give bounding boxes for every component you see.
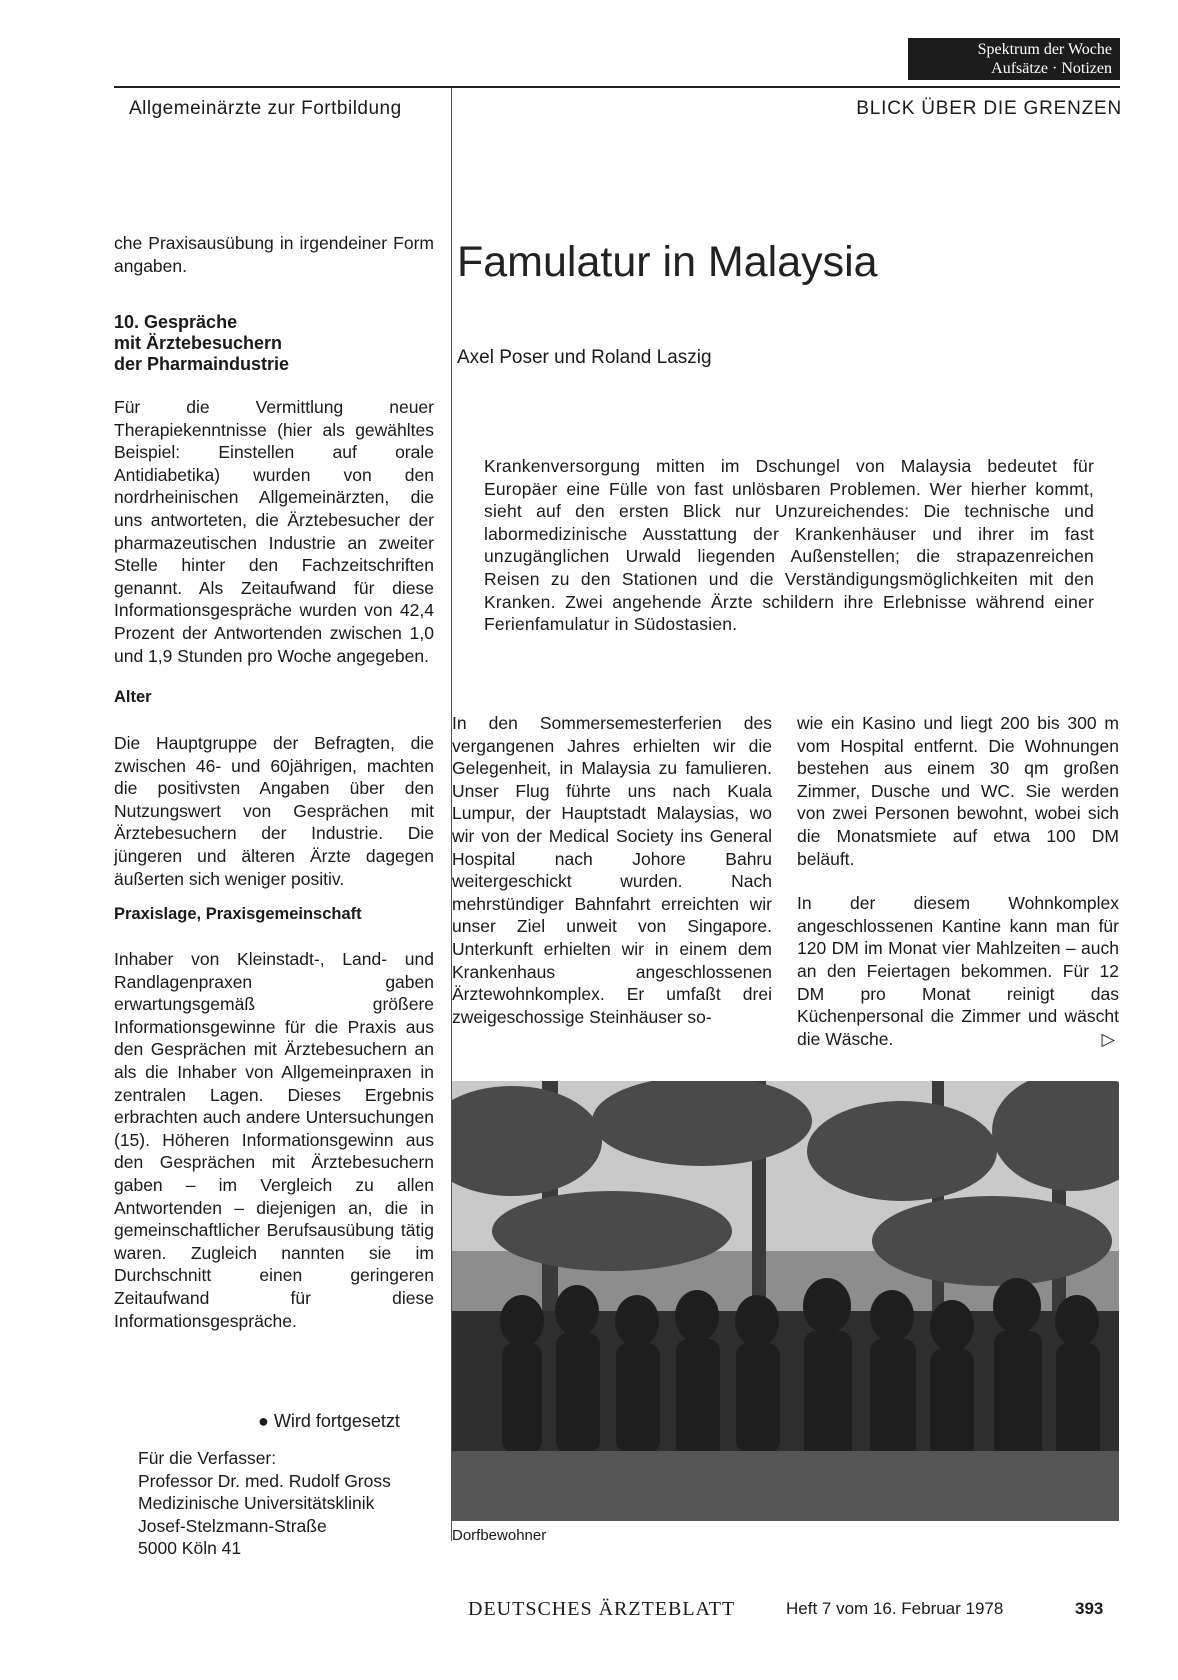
page-number: 393 bbox=[1075, 1599, 1104, 1618]
body-paragraph-text: In der diesem Wohnkomplex angeschlossenen Kantine kann man für 120 DM im Monat vier Mahlzeiten – auch an den Feiertagen bekommen. Für 12 DM pro Monat reinigt das Küchenpersonal die Zimmer und wäscht die Wäsche. bbox=[797, 893, 1119, 1049]
photo-caption: Dorfbewohner bbox=[452, 1527, 547, 1544]
praxis-heading: Praxislage, Praxisgemeinschaft bbox=[114, 905, 362, 923]
address-line: 5000 Köln 41 bbox=[138, 1538, 242, 1559]
article-lead: Krankenversorgung mitten im Dschungel von Malaysia bedeutet für Europäer eine Fülle von fast unlösbaren Problemen. Wer hierher kommt, sieht auf den ersten Blick nur Unzureichendes: Die technische und labormedizinische Ausstattung der Krankenhäuser und ihrer im fast unzugänglichen Urwald liegenden Außenstellen; die strapazenreichen Reisen zu den Stationen und die Verständigungsmöglichkeiten mit den Kranken. Zwei angehende Ärzte schildern ihre Erlebnisse während einer Ferienfamulatur in Südostasien. bbox=[484, 456, 1094, 635]
address-line: Medizinische Universitätsklinik bbox=[138, 1493, 375, 1514]
badge-line2: Aufsätze · Notizen bbox=[991, 60, 1112, 77]
section10-text: Für die Vermittlung neuer Therapiekenntnisse (hier als gewähltes Beispiel: Einstellen auf orale Antidiabetika) wurden von den nordrheinischen Allgemeinärzten, die uns antworteten, die Ärztebesucher der pharmazeutischen Industrie an zweiter Stelle hinter den Fachzeitschriften genannt. Als Zeitaufwand für diese Informationsgespräche wurden von 42,4 Prozent der Antwortenden zwischen 1,0 und 1,9 Stunden pro Woche angegeben. bbox=[114, 397, 434, 666]
issue-info: Heft 7 vom 16. Februar 1978 bbox=[786, 1599, 1004, 1618]
address-line: Professor Dr. med. Rudolf Gross bbox=[138, 1470, 391, 1491]
right-running-title: BLICK ÜBER DIE GRENZEN bbox=[856, 98, 1122, 119]
continued-note: ● Wird fortgesetzt bbox=[258, 1411, 400, 1431]
address-line: Josef-Stelzmann-Straße bbox=[138, 1515, 327, 1536]
continue-arrow-icon: ▷ bbox=[1101, 1028, 1115, 1049]
village-photo-graphic bbox=[452, 1081, 1119, 1521]
article-body-col1: In den Sommersemesterferien des vergangenen Jahres erhielten wir die Gelegenheit, in Malaysia zu famulieren. Unser Flug führte uns nach Kuala Lumpur, der Hauptstadt Malaysias, wo wir von der Medical Society ins General Hospital nach Johore Bahru weitergeschickt wurden. Nach mehrstündiger Bahnfahrt erreichten wir unser Ziel unweit von Singapore. Unterkunft erhielten wir in einem dem Krankenhaus angeschlossenen Ärztewohnkomplex. Er umfaßt drei zweigeschossige Steinhäuser so- bbox=[452, 713, 772, 1027]
author-address bbox=[138, 1447, 391, 1560]
body-paragraph bbox=[797, 892, 1119, 1050]
village-photo bbox=[452, 1081, 1119, 1521]
magazine-name: DEUTSCHES ÄRZTEBLATT bbox=[468, 1598, 736, 1620]
article-title: Famulatur in Malaysia bbox=[457, 238, 878, 286]
body-paragraph: wie ein Kasino und liegt 200 bis 300 m vom Hospital entfernt. Die Wohnungen bestehen aus einem 30 qm großen Zimmer, Dusche und WC. Sie werden von zwei Personen bewohnt, wobei sich die Monatsmiete auf etwa 100 DM beläuft. bbox=[797, 713, 1119, 869]
address-label: Für die Verfasser: bbox=[138, 1448, 277, 1468]
section-badge bbox=[908, 38, 1120, 80]
left-intro-text: che Praxisausübung in irgendeiner Form angaben. bbox=[114, 233, 434, 276]
badge-line1: Spektrum der Woche bbox=[977, 41, 1112, 58]
left-running-title: Allgemeinärzte zur Fortbildung bbox=[129, 98, 402, 119]
alter-heading: Alter bbox=[114, 688, 152, 706]
article-authors: Axel Poser und Roland Laszig bbox=[457, 347, 712, 368]
header-rule bbox=[114, 86, 1120, 88]
alter-text: Die Hauptgruppe der Befragten, die zwischen 46- und 60jährigen, machten die positivsten Angaben über den Nutzungswert von Gesprächen mit Ärztebesuchern der Industrie. Die jüngeren und älteren Ärzte dagegen äußerten sich weniger positiv. bbox=[114, 733, 434, 889]
article-body-col2 bbox=[797, 712, 1119, 1050]
praxis-text: Inhaber von Kleinstadt-, Land- und Randlagenpraxen gaben erwartungsgemäß größere Informationsgewinne für die Praxis aus den Gesprächen mit Ärztebesuchern an als die Inhaber von Allgemeinpraxen in zentralen Lagen. Dieses Ergebnis erbrachten auch andere Untersuchungen (15). Höheren Informationsgewinn aus den Gesprächen mit Ärztebesuchern gaben – im Vergleich zu allen Antwortenden – diejenigen an, die in gemeinschaftlicher Berufsausübung tätig waren. Zugleich nannten sie im Durchschnitt einen geringeren Zeitaufwand für diese Informationsgespräche. bbox=[114, 949, 434, 1331]
section10-heading: 10. Gespräche mit Ärztebesuchern der Pharmaindustrie bbox=[114, 312, 290, 374]
